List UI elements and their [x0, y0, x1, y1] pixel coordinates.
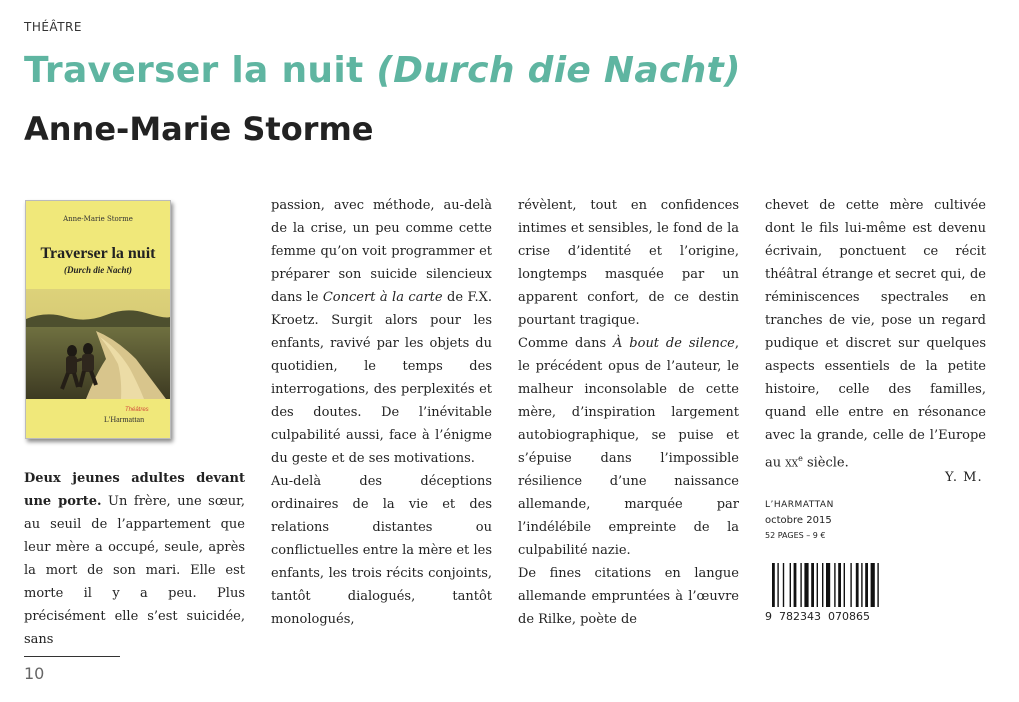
isbn-digits: 9 782343 070865: [765, 610, 870, 623]
col4-century-sup: e: [798, 454, 803, 463]
cover-collection: Théâtres: [125, 407, 149, 413]
cover-title: Traverser la nuit: [40, 245, 156, 262]
barcode-bar: [865, 563, 868, 607]
barcode-bar: [804, 563, 808, 607]
col2-text-a: passion, avec méthode, au-delà de la crise, un peu comme cette femme qu’on voit programmer et préparer son suicide silencieux dans le: [271, 198, 492, 305]
cover-publisher: L'Harmattan: [104, 415, 145, 424]
barcode-bar: [861, 563, 862, 607]
barcode-bar: [850, 563, 851, 607]
barcode-bar: [844, 563, 845, 607]
article-title: [24, 50, 741, 91]
article-column-4: [765, 194, 986, 474]
cover-author: Anne-Marie Storme: [63, 215, 133, 223]
col2-text-b: de F.X. Kroetz. Surgit alors pour les enfants, ravivé par les objets du quotidien, le temps des interrogations, des perplexités et des doutes. De l’inévitable culpabilité aussi, face à l’énigme du geste et de ses motivations.: [271, 290, 492, 466]
title-main: Traverser la nuit: [24, 50, 364, 91]
publisher-name: L’HARMATTAN: [765, 500, 834, 510]
article-lead: Deux jeunes adultes devant une porte.: [24, 471, 245, 509]
col4-century: xx: [785, 455, 799, 471]
article-signature: Y. M.: [945, 470, 983, 485]
cover-subtitle: (Durch die Nacht): [64, 265, 132, 275]
col3-text-a: Comme dans: [518, 336, 614, 351]
title-subtitle: (Durch die Nacht): [376, 50, 741, 91]
footer-rule: [24, 656, 120, 657]
page-number: 10: [24, 664, 45, 683]
barcode-bar: [826, 563, 830, 607]
barcode-bar: [877, 563, 878, 607]
col3-text-b: , le précédent opus de l’auteur, le malheur inconsolable de cette mère, d’inspiration largement autobiographique, se puise et s’épuise dans l’impossible résilience d’une naissance allemande, marquée par l’indélébile empreinte de la culpabilité nazie.: [518, 336, 739, 558]
barcode-bar: [800, 563, 801, 607]
article-column-3: [518, 194, 739, 631]
barcode-bar: [794, 563, 797, 607]
cover-bottom-band: [26, 399, 170, 438]
barcode-bar: [777, 563, 778, 607]
article-column-1: [24, 467, 245, 651]
barcode-bar: [783, 563, 784, 607]
col2-work-title: Concert à la carte: [322, 290, 443, 305]
col2-paragraph-2: Au-delà des déceptions ordinaires de la vie et des relations distantes ou conflictuelles entre la mère et les enfants, les trois récits conjoints, tantôt dialogués, tantôt monologués,: [271, 474, 492, 627]
article-column-2: [271, 194, 492, 631]
publication-pages-price: 52 PAGES – 9 €: [765, 531, 826, 540]
barcode-bar: [871, 563, 875, 607]
publication-date: octobre 2015: [765, 515, 832, 526]
col4-text-b: siècle.: [802, 455, 849, 471]
barcode-bar: [838, 563, 841, 607]
article-col1-body: Un frère, une sœur, au seuil de l’appartement que leur mère a occupé, seule, après la mort de son mari. Elle est morte il y a peu. Plus précisément elle s’est suicidée, sans: [24, 494, 245, 647]
barcode-bar: [822, 563, 823, 607]
col3-work-title: À bout de silence: [613, 336, 735, 351]
col4-text-a: chevet de cette mère cultivée dont le fils lui-même est devenu écrivain, ponctuent ce récit théâtral étrange et secret qui, de réminiscences spectrales en tranches de vie, pose un regard pudique et discret sur quelques aspects essentiels de la petite histoire, celle des familles, quand elle entre en résonance avec la grande, celle de l’Europe au: [765, 198, 986, 471]
author-name: Anne-Marie Storme: [24, 110, 374, 148]
barcode-bar: [772, 563, 775, 607]
barcode-bar: [811, 563, 814, 607]
barcode-bar: [817, 563, 818, 607]
barcode-bar: [856, 563, 859, 607]
col3-paragraph-1: révèlent, tout en confidences intimes et sensibles, le fond de la crise d’identité et l’origine, longtemps masquée par un apparent confort, de ce destin pourtant tragique.: [518, 198, 739, 328]
col3-paragraph-3: De fines citations en langue allemande empruntées à l’œuvre de Rilke, poète de: [518, 566, 739, 627]
barcode-bar: [834, 563, 835, 607]
isbn-barcode: [772, 563, 888, 611]
book-cover: [25, 200, 171, 439]
section-label: THÉÂTRE: [24, 20, 82, 34]
barcode-bar: [790, 563, 791, 607]
cover-photo-children-on-road: [26, 289, 170, 399]
